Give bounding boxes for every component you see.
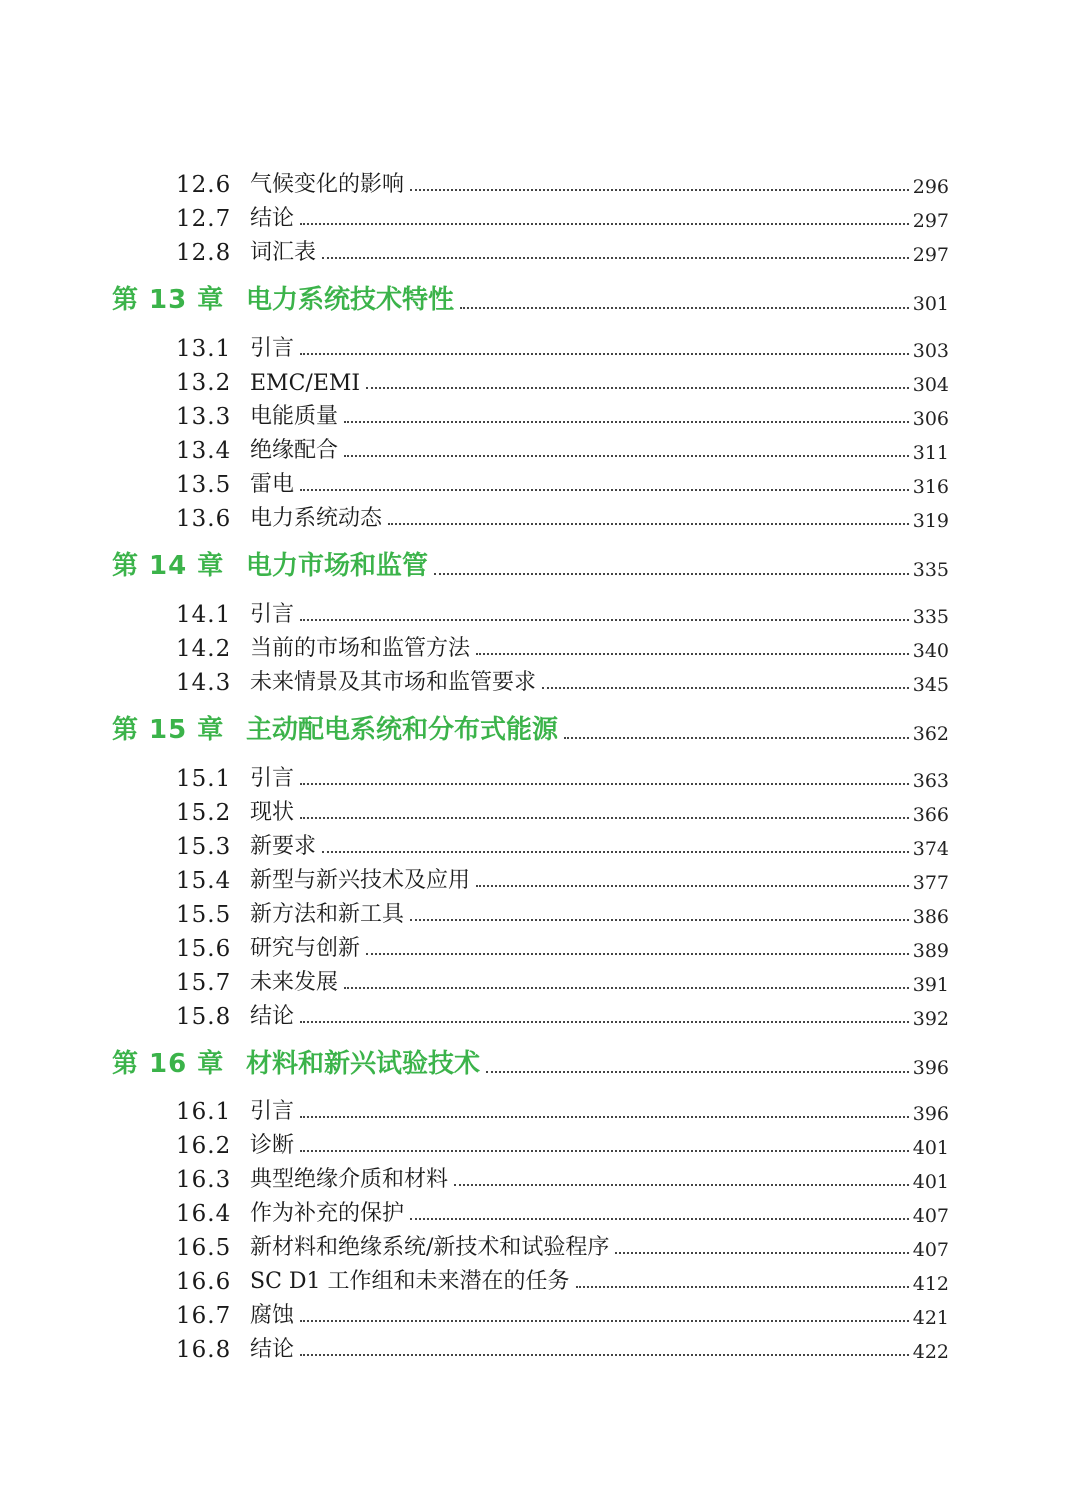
dot-leader: [615, 1252, 908, 1254]
section-number: 14.3: [176, 670, 232, 696]
section-title: 电力系统动态: [250, 506, 383, 531]
dot-leader: [410, 1218, 909, 1220]
section-number: 15.8: [176, 1004, 232, 1030]
page-number: 412: [912, 1273, 949, 1295]
page-number: 306: [912, 408, 949, 430]
section-title: 雷电: [250, 472, 295, 497]
section-number: 16.5: [176, 1235, 232, 1261]
toc-entry-15-8[interactable]: [176, 998, 949, 1030]
section-title: 当前的市场和监管方法: [250, 636, 471, 661]
page-number: 374: [912, 838, 949, 860]
page-number: 303: [912, 340, 949, 362]
section-title: 引言: [250, 1099, 295, 1124]
toc-entry-13-1[interactable]: [176, 330, 949, 362]
page-number: 335: [912, 606, 949, 628]
toc-entry-16-7[interactable]: [176, 1297, 949, 1329]
toc-entry-13-3[interactable]: [176, 398, 949, 430]
section-title: 电能质量: [250, 404, 339, 429]
dot-leader: [322, 851, 909, 853]
dot-leader: [300, 1320, 909, 1322]
dot-leader: [344, 987, 909, 989]
section-title: 现状: [250, 800, 295, 825]
chapter-number: 第 16 章: [112, 1049, 225, 1079]
dot-leader: [576, 1286, 909, 1288]
toc-chapter-14[interactable]: [112, 542, 949, 582]
page-number: 391: [912, 974, 949, 996]
dot-leader: [476, 653, 909, 655]
section-number: 14.1: [176, 602, 232, 628]
toc-entry-15-3[interactable]: [176, 828, 949, 860]
toc-entry-16-6[interactable]: [176, 1263, 949, 1295]
dot-leader: [410, 919, 909, 921]
toc-entry-15-6[interactable]: [176, 930, 949, 962]
section-number: 16.8: [176, 1337, 232, 1363]
section-title: 绝缘配合: [250, 438, 339, 463]
section-number: 13.3: [176, 404, 232, 430]
page-number: 389: [912, 940, 949, 962]
section-title: 气候变化的影响: [250, 172, 405, 197]
dot-leader: [564, 737, 909, 739]
dot-leader: [300, 1116, 909, 1118]
page-number: 407: [912, 1239, 949, 1261]
section-title: 新材料和绝缘系统/新技术和试验程序: [250, 1235, 610, 1260]
section-number: 15.3: [176, 834, 232, 860]
section-number: 12.7: [176, 206, 232, 232]
dot-leader: [300, 1021, 909, 1023]
section-number: 12.6: [176, 172, 232, 198]
section-title: 词汇表: [250, 240, 317, 265]
chapter-title: 材料和新兴试验技术: [246, 1049, 481, 1079]
chapter-title: 电力系统技术特性: [246, 285, 455, 315]
dot-leader: [300, 1354, 909, 1356]
section-number: 13.4: [176, 438, 232, 464]
dot-leader: [460, 307, 909, 309]
dot-leader: [410, 189, 909, 191]
page-number: 297: [912, 244, 949, 266]
page-number: 392: [912, 1008, 949, 1030]
page-number: 401: [912, 1171, 949, 1193]
section-title: 诊断: [250, 1133, 295, 1158]
dot-leader: [486, 1071, 909, 1073]
dot-leader: [344, 421, 909, 423]
section-title: 结论: [250, 1004, 295, 1029]
chapter-number: 第 13 章: [112, 285, 225, 315]
chapter-number: 第 14 章: [112, 551, 225, 581]
section-number: 15.1: [176, 766, 232, 792]
toc-entry-12-6[interactable]: [176, 166, 949, 198]
page-number: 401: [912, 1137, 949, 1159]
section-number: 15.7: [176, 970, 232, 996]
section-title: 新要求: [250, 834, 317, 859]
section-number: 14.2: [176, 636, 232, 662]
dot-leader: [300, 783, 909, 785]
page-number: 319: [912, 510, 949, 532]
toc-chapter-15[interactable]: [112, 706, 949, 746]
section-title: 未来发展: [250, 970, 339, 995]
section-title: 新型与新兴技术及应用: [250, 868, 471, 893]
toc-entry-14-3[interactable]: [176, 664, 949, 696]
section-number: 13.1: [176, 336, 232, 362]
dot-leader: [300, 223, 909, 225]
page-number: 296: [912, 176, 949, 198]
chapter-title: 电力市场和监管: [246, 551, 429, 581]
section-title: 结论: [250, 1337, 295, 1362]
section-title: EMC/EMI: [250, 371, 361, 396]
toc-entry-13-5[interactable]: [176, 466, 949, 498]
section-title: 引言: [250, 336, 295, 361]
section-title: 作为补充的保护: [250, 1201, 405, 1226]
toc-entry-13-6[interactable]: [176, 500, 949, 532]
toc-chapter-16[interactable]: [112, 1040, 949, 1080]
toc-entry-15-7[interactable]: [176, 964, 949, 996]
section-title: 引言: [250, 766, 295, 791]
toc-entry-16-8[interactable]: [176, 1331, 949, 1363]
dot-leader: [300, 619, 909, 621]
section-number: 16.3: [176, 1167, 232, 1193]
toc-entry-13-2[interactable]: [176, 364, 949, 396]
page-number: 340: [912, 640, 949, 662]
dot-leader: [454, 1184, 909, 1186]
dot-leader: [300, 489, 909, 491]
section-number: 16.2: [176, 1133, 232, 1159]
dot-leader: [344, 455, 909, 457]
chapter-title: 主动配电系统和分布式能源: [246, 715, 559, 745]
section-number: 13.6: [176, 506, 232, 532]
toc-entry-12-8[interactable]: [176, 234, 949, 266]
toc-entry-15-5[interactable]: [176, 896, 949, 928]
section-title: 研究与创新: [250, 936, 361, 961]
section-title: SC D1 工作组和未来潜在的任务: [250, 1269, 570, 1294]
section-number: 16.6: [176, 1269, 232, 1295]
section-title: 典型绝缘介质和材料: [250, 1167, 449, 1192]
toc-entry-16-1[interactable]: [176, 1093, 949, 1125]
section-number: 16.4: [176, 1201, 232, 1227]
toc-entry-13-4[interactable]: [176, 432, 949, 464]
dot-leader: [300, 817, 909, 819]
dot-leader: [300, 353, 909, 355]
page-number: 316: [912, 476, 949, 498]
section-number: 15.4: [176, 868, 232, 894]
toc-entry-14-2[interactable]: [176, 630, 949, 662]
toc-entry-16-2[interactable]: [176, 1127, 949, 1159]
toc-entry-16-5[interactable]: [176, 1229, 949, 1261]
section-title: 未来情景及其市场和监管要求: [250, 670, 537, 695]
dot-leader: [476, 885, 909, 887]
page-number: 396: [912, 1057, 949, 1079]
page-number: 345: [912, 674, 949, 696]
page-number: 304: [912, 374, 949, 396]
dot-leader: [388, 523, 909, 525]
page-number: 377: [912, 872, 949, 894]
dot-leader: [300, 1150, 909, 1152]
toc-entry-15-1[interactable]: [176, 760, 949, 792]
section-title: 结论: [250, 206, 295, 231]
dot-leader: [366, 387, 909, 389]
section-number: 16.1: [176, 1099, 232, 1125]
page-number: 366: [912, 804, 949, 826]
page-number: 386: [912, 906, 949, 928]
section-number: 16.7: [176, 1303, 232, 1329]
section-number: 13.5: [176, 472, 232, 498]
toc-entry-15-2[interactable]: [176, 794, 949, 826]
page-number: 301: [912, 293, 949, 315]
page-number: 335: [912, 559, 949, 581]
page-number: 362: [912, 723, 949, 745]
toc-entry-16-3[interactable]: [176, 1161, 949, 1193]
toc-entry-14-1[interactable]: [176, 596, 949, 628]
section-number: 13.2: [176, 370, 232, 396]
page-number: 421: [912, 1307, 949, 1329]
page-number: 297: [912, 210, 949, 232]
section-number: 15.6: [176, 936, 232, 962]
section-number: 15.5: [176, 902, 232, 928]
section-title: 引言: [250, 602, 295, 627]
page-number: 311: [912, 442, 949, 464]
section-number: 12.8: [176, 240, 232, 266]
page-number: 422: [912, 1341, 949, 1363]
section-title: 腐蚀: [250, 1303, 295, 1328]
section-number: 15.2: [176, 800, 232, 826]
toc-chapter-13[interactable]: [112, 276, 949, 316]
page-number: 407: [912, 1205, 949, 1227]
section-title: 新方法和新工具: [250, 902, 405, 927]
dot-leader: [322, 257, 909, 259]
dot-leader: [366, 953, 909, 955]
page-number: 396: [912, 1103, 949, 1125]
toc-entry-12-7[interactable]: [176, 200, 949, 232]
dot-leader: [434, 573, 909, 575]
chapter-number: 第 15 章: [112, 715, 225, 745]
page-number: 363: [912, 770, 949, 792]
toc-entry-15-4[interactable]: [176, 862, 949, 894]
dot-leader: [542, 687, 909, 689]
toc-entry-16-4[interactable]: [176, 1195, 949, 1227]
